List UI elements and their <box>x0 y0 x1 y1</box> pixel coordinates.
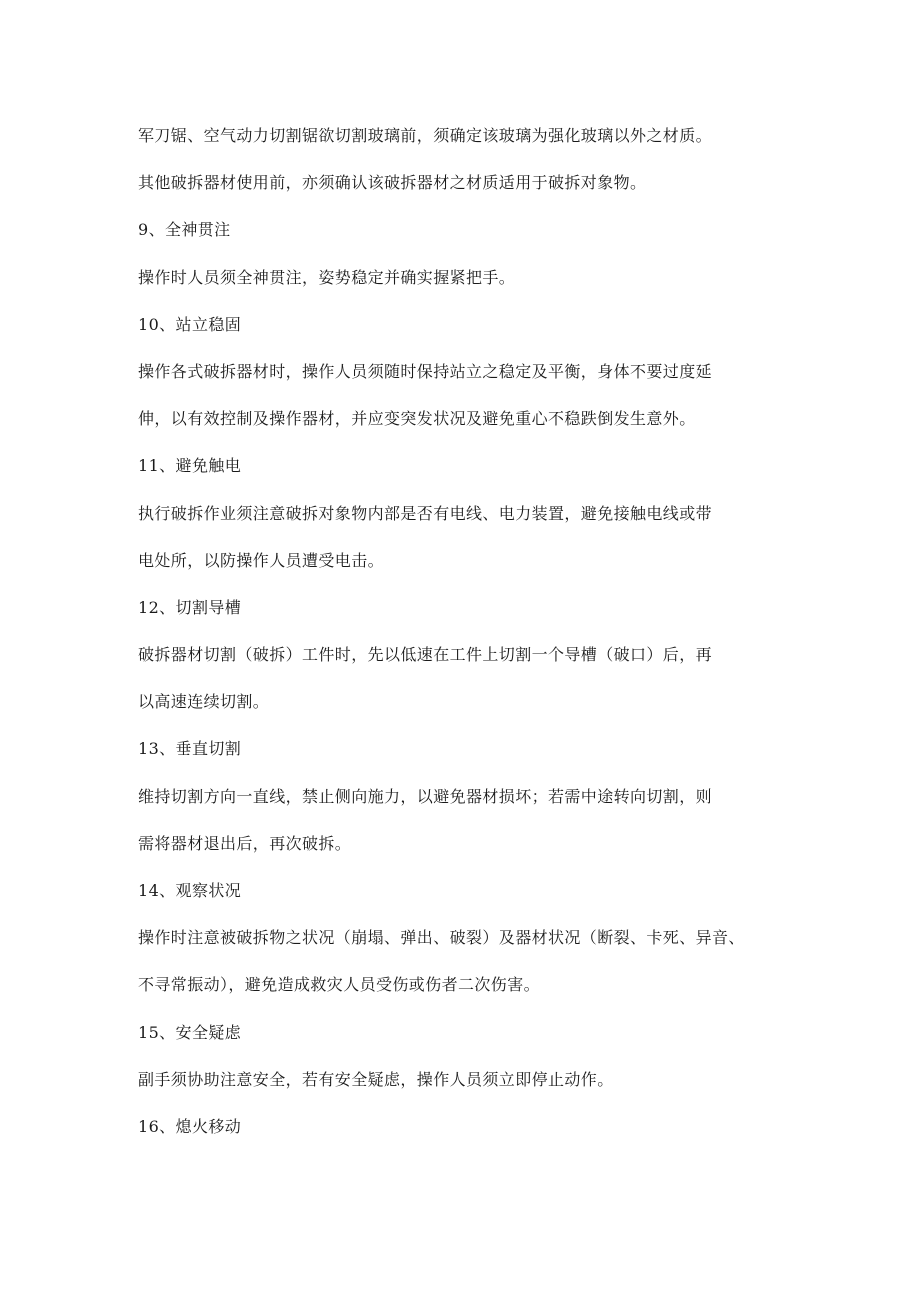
document-body <box>138 118 778 1156</box>
text-line: 操作时注意被破拆物之状况（崩塌、弹出、破裂）及器材状况（断裂、卡死、异音、 <box>138 928 745 948</box>
section-heading: 13、垂直切割 <box>138 739 242 759</box>
text-line: 军刀锯、空气动力切割锯欲切割玻璃前，须确定该玻璃为强化玻璃以外之材质。 <box>138 126 713 145</box>
text-line: 副手须协助注意安全，若有安全疑虑，操作人员须立即停止动作。 <box>138 1069 614 1089</box>
section-heading: 15、安全疑虑 <box>138 1022 242 1042</box>
text-line: 电处所，以防操作人员遭受电击。 <box>138 550 385 570</box>
text-line: 执行破拆作业须注意破拆对象物内部是否有电线、电力装置，避免接触电线或带 <box>138 503 713 523</box>
text-line: 以高速连续切割。 <box>138 692 270 712</box>
section-heading: 14、观察状况 <box>138 881 242 900</box>
text-line: 需将器材退出后，再次破拆。 <box>138 833 352 853</box>
text-line: 操作时人员须全神贯注，姿势稳定并确实握紧把手。 <box>138 267 516 287</box>
section-heading: 9、全神贯注 <box>138 220 231 240</box>
text-line: 破拆器材切割（破拆）工件时，先以低速在工件上切割一个导槽（破口）后，再 <box>138 645 713 665</box>
section-heading: 12、切割导槽 <box>138 597 242 617</box>
section-heading: 10、站立稳固 <box>138 314 242 334</box>
text-line: 操作各式破拆器材时，操作人员须随时保持站立之稳定及平衡，身体不要过度延 <box>138 361 713 381</box>
section-heading: 16、熄火移动 <box>138 1116 242 1136</box>
text-line: 其他破拆器材使用前，亦须确认该破拆器材之材质适用于破拆对象物。 <box>138 173 647 193</box>
text-line: 维持切割方向一直线，禁止侧向施力，以避免器材损坏；若需中途转向切割，则 <box>138 786 713 806</box>
section-heading: 11、避免触电 <box>138 456 242 476</box>
text-line: 伸，以有效控制及操作器材，并应变突发状况及避免重心不稳跌倒发生意外。 <box>138 409 696 429</box>
text-line: 不寻常振动），避免造成救灾人员受伤或伤者二次伤害。 <box>138 975 541 995</box>
